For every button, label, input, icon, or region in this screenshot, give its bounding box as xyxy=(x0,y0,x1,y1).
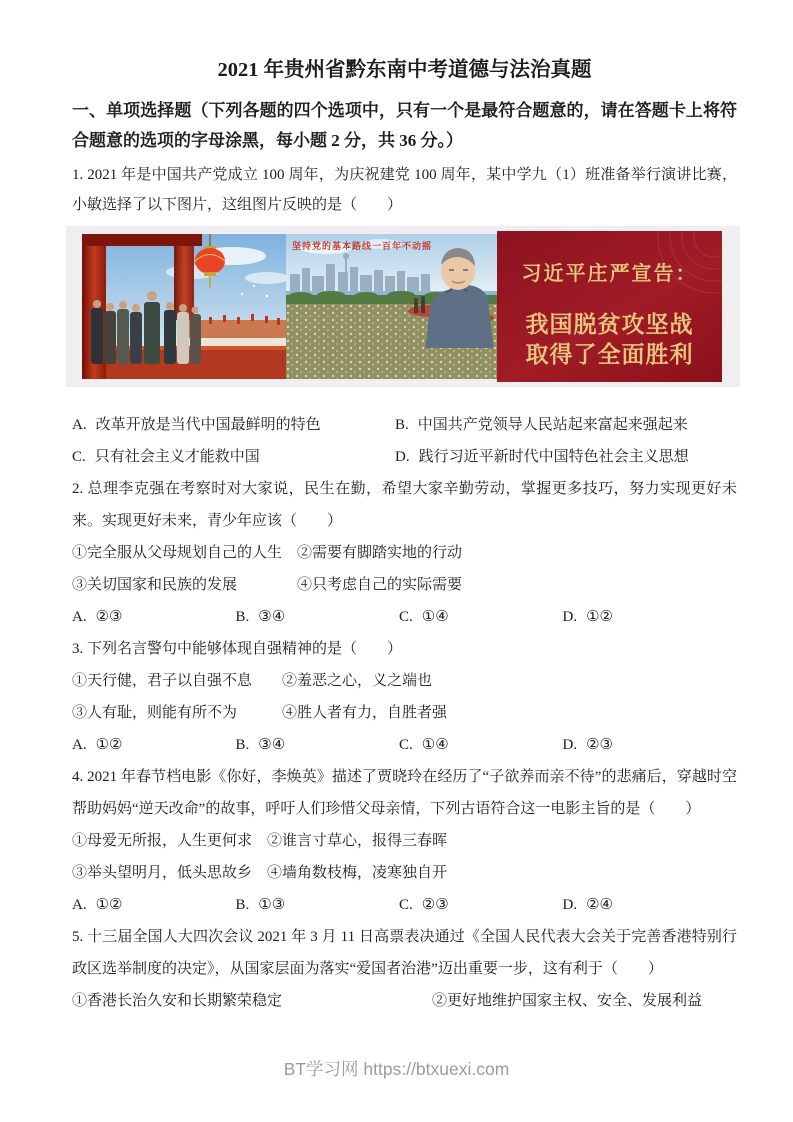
answer-option xyxy=(72,409,395,441)
option-text: ①② xyxy=(95,897,123,913)
option-text: ①③ xyxy=(258,897,286,913)
answer-option xyxy=(236,889,400,921)
option-label: B. xyxy=(235,897,250,913)
answer-option xyxy=(563,729,614,761)
answer-option xyxy=(72,729,236,761)
question-subitems-line: ①天行健，君子以自强不息 ②羞恶之心，义之端也 xyxy=(72,673,433,689)
option-label: D. xyxy=(562,609,578,625)
option-text: ②③ xyxy=(421,897,449,913)
option-text: ①② xyxy=(586,609,613,625)
question-subitems-line: ③举头望明月，低头思故乡 ④墙角数枝梅，凌寒独自开 xyxy=(72,865,448,881)
answer-option xyxy=(236,729,400,761)
answer-option xyxy=(395,441,737,473)
option-text: 践行习近平新时代中国特色社会主义思想 xyxy=(418,449,689,465)
answer-option xyxy=(399,889,563,921)
announcement-line2: 我国脱贫攻坚战 xyxy=(525,312,694,337)
option-text: ①② xyxy=(95,737,123,753)
option-label: D. xyxy=(395,449,410,465)
answer-option xyxy=(395,409,737,441)
option-text: ②④ xyxy=(586,897,613,913)
answer-option xyxy=(72,601,236,633)
answer-option xyxy=(563,889,614,921)
option-text: 只有社会主义才能救中国 xyxy=(94,449,260,465)
question-stem: 1. 2021 年是中国共产党成立 100 周年，为庆祝建党 100 周年，某中学九（1）班准备举行演讲比赛，小敏选择了以下图片，这组图片反映的是（ ） xyxy=(72,167,737,213)
answer-option xyxy=(399,601,563,633)
question-4 xyxy=(72,761,737,921)
option-label: D. xyxy=(562,737,578,753)
basic-line-caption: 坚持党的基本路线一百年不动摇 xyxy=(292,241,433,251)
question-1 xyxy=(72,160,737,473)
option-text: ②③ xyxy=(95,609,123,625)
question-subitems-line: ①香港长治久安和长期繁荣稳定 ②更好地维护国家主权、安全、发展利益 xyxy=(72,993,703,1009)
option-text: ①④ xyxy=(421,609,449,625)
option-label: A. xyxy=(72,417,87,433)
option-label: C. xyxy=(72,449,86,465)
option-label: C. xyxy=(399,609,413,625)
announcement-title: 习近平庄严宣告： xyxy=(521,263,698,285)
announcement-line3: 取得了全面胜利 xyxy=(525,342,694,367)
option-text: ①④ xyxy=(421,737,449,753)
founding-ceremony-image xyxy=(82,234,286,379)
option-label: A. xyxy=(72,897,87,913)
answer-option xyxy=(399,729,563,761)
deng-xiaoping-image xyxy=(286,234,497,379)
question-stem: 5. 十三届全国人大四次会议 2021 年 3 月 11 日高票表决通过《全国人民代表大会关于完善香港特别行政区选举制度的决定》，从国家层面为落实“爱国者治港”迈出重要一步，这有利于（ ） xyxy=(72,929,737,977)
question-stem: 3. 下列名言警句中能够体现自强精神的是（ ） xyxy=(72,641,403,657)
question-subitems-line: ①完全服从父母规划自己的人生 ②需要有脚踏实地的行动 xyxy=(72,545,463,561)
option-label: C. xyxy=(399,737,413,753)
answer-option xyxy=(236,601,400,633)
option-label: B. xyxy=(235,609,250,625)
question-subitems-line: ①母爱无所报，人生更何求 ②谁言寸草心，报得三春晖 xyxy=(72,833,448,849)
section-heading: 一、单项选择题（下列各题的四个选项中，只有一个是最符合题意的，请在答题卡上将符合题意的选项的字母涂黑，每小题 2 分，共 36 分。） xyxy=(72,101,737,150)
option-label: B. xyxy=(235,737,250,753)
question-3-options xyxy=(72,729,737,761)
answer-option xyxy=(72,441,395,473)
answer-option xyxy=(72,889,236,921)
question-4-options xyxy=(72,889,737,921)
question-image-banner xyxy=(66,226,740,387)
option-label: B. xyxy=(395,417,409,433)
watermark: BT学习网 https://btxuexi.com xyxy=(283,1059,510,1079)
option-text: ③④ xyxy=(258,609,286,625)
option-text: ②③ xyxy=(586,737,613,753)
option-text: ③④ xyxy=(258,737,286,753)
option-label: C. xyxy=(399,897,413,913)
question-2 xyxy=(72,473,737,633)
question-3 xyxy=(72,633,737,761)
option-text: 改革开放是当代中国最鲜明的特色 xyxy=(95,417,321,433)
poverty-announcement-banner xyxy=(497,231,722,382)
option-label: A. xyxy=(72,737,87,753)
answer-option xyxy=(563,601,614,633)
question-subitems-line: ③关切国家和民族的发展 ④只考虑自己的实际需要 xyxy=(72,577,463,593)
question-subitems-line: ③人有耻，则能有所不为 ④胜人者有力，自胜者强 xyxy=(72,705,448,721)
question-1-options xyxy=(72,409,737,473)
question-5 xyxy=(72,921,737,1017)
option-text: 中国共产党领导人民站起来富起来强起来 xyxy=(417,417,688,433)
option-label: D. xyxy=(562,897,578,913)
page-title: 2021 年贵州省黔东南中考道德与法治真题 xyxy=(217,59,592,81)
question-stem: 4. 2021 年春节档电影《你好，李焕英》描述了贾晓玲在经历了“子欲养而亲不待”的悲痛后，穿越时空帮助妈妈“逆天改命”的故事，呼吁人们珍惜父母亲情，下列古语符合这一电影主旨的是（ ） xyxy=(72,769,737,817)
question-stem: 2. 总理李克强在考察时对大家说，民生在勤，希望大家辛勤劳动，掌握更多技巧，努力实现更好未来。实现更好未来，青少年应该（ ） xyxy=(72,481,737,529)
question-2-options xyxy=(72,601,737,633)
announcement-body xyxy=(526,310,694,370)
option-label: A. xyxy=(72,609,87,625)
